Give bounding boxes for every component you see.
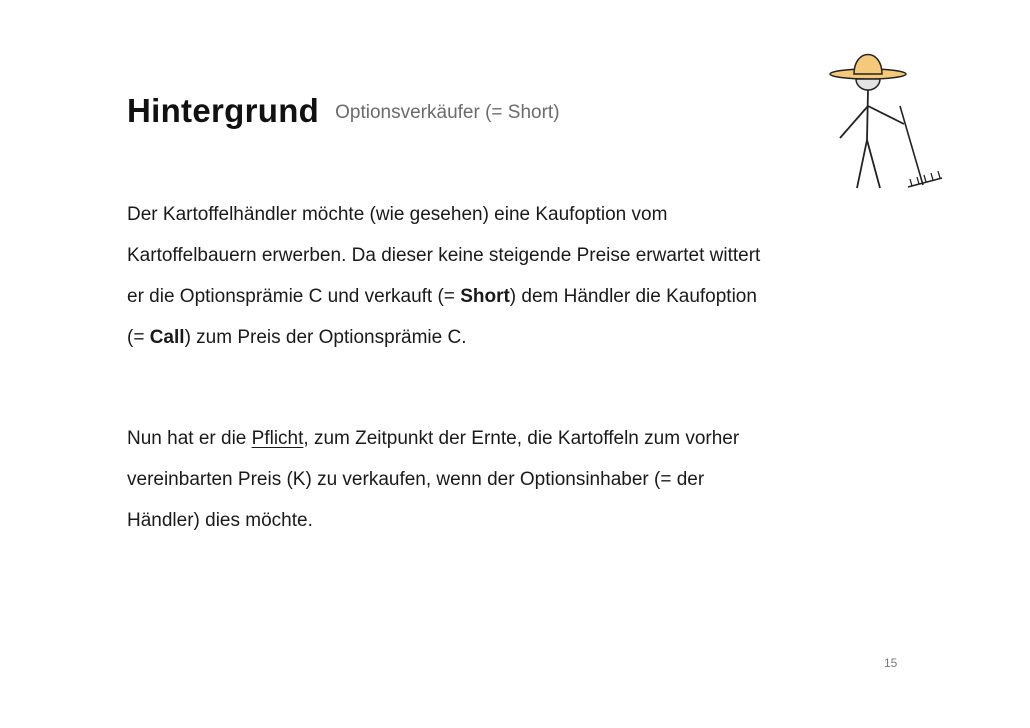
paragraph-line: Händler) dies möchte. xyxy=(127,510,313,531)
paragraph-line: Kartoffelbauern erwerben. Da dieser keine steigende Preise erwartet wittert xyxy=(127,245,761,266)
paragraph-intro xyxy=(127,194,917,358)
text-segment: er die Optionsprämie C und verkauft (= xyxy=(127,286,461,307)
right-leg xyxy=(867,140,880,188)
rake-tooth xyxy=(931,173,933,180)
text-segment: Nun hat er die xyxy=(127,428,252,449)
text-segment: , zum Zeitpunkt der Ernte, die Kartoffeln zum vorher xyxy=(303,428,740,449)
rake-tooth xyxy=(938,171,940,178)
rake-handle xyxy=(900,106,923,185)
left-arm xyxy=(840,106,868,138)
slide-title: Hintergrund xyxy=(127,92,320,129)
paragraph-line: Der Kartoffelhändler möchte (wie gesehen) eine Kaufoption vom xyxy=(127,204,668,225)
rake-tooth xyxy=(924,175,926,182)
paragraph-obligation xyxy=(127,418,917,541)
text-segment: ) dem Händler die Kaufoption xyxy=(509,286,757,307)
paragraph-line: vereinbarten Preis (K) zu verkaufen, wenn der Optionsinhaber (= der xyxy=(127,469,705,490)
bold-term-call: Call xyxy=(149,327,185,348)
page-number: 15 xyxy=(884,656,898,670)
right-arm xyxy=(868,106,904,124)
paragraph-line xyxy=(127,276,917,317)
farmer-with-rake-icon xyxy=(820,42,952,192)
bold-term-short: Short xyxy=(460,286,510,307)
text-segment: (= xyxy=(127,327,150,348)
hat-crown xyxy=(854,55,882,75)
title-row xyxy=(127,92,560,130)
rake-tooth xyxy=(910,179,912,186)
head xyxy=(856,79,880,90)
underlined-term-pflicht: Pflicht xyxy=(251,428,304,449)
left-leg xyxy=(857,140,867,188)
body-line xyxy=(867,90,868,140)
slide-subtitle: Optionsverkäufer (= Short) xyxy=(335,102,560,123)
paragraph-line xyxy=(127,418,917,459)
paragraph-line xyxy=(127,317,917,358)
text-segment: ) zum Preis der Optionsprämie C. xyxy=(184,327,467,348)
rake-tooth xyxy=(917,177,919,184)
